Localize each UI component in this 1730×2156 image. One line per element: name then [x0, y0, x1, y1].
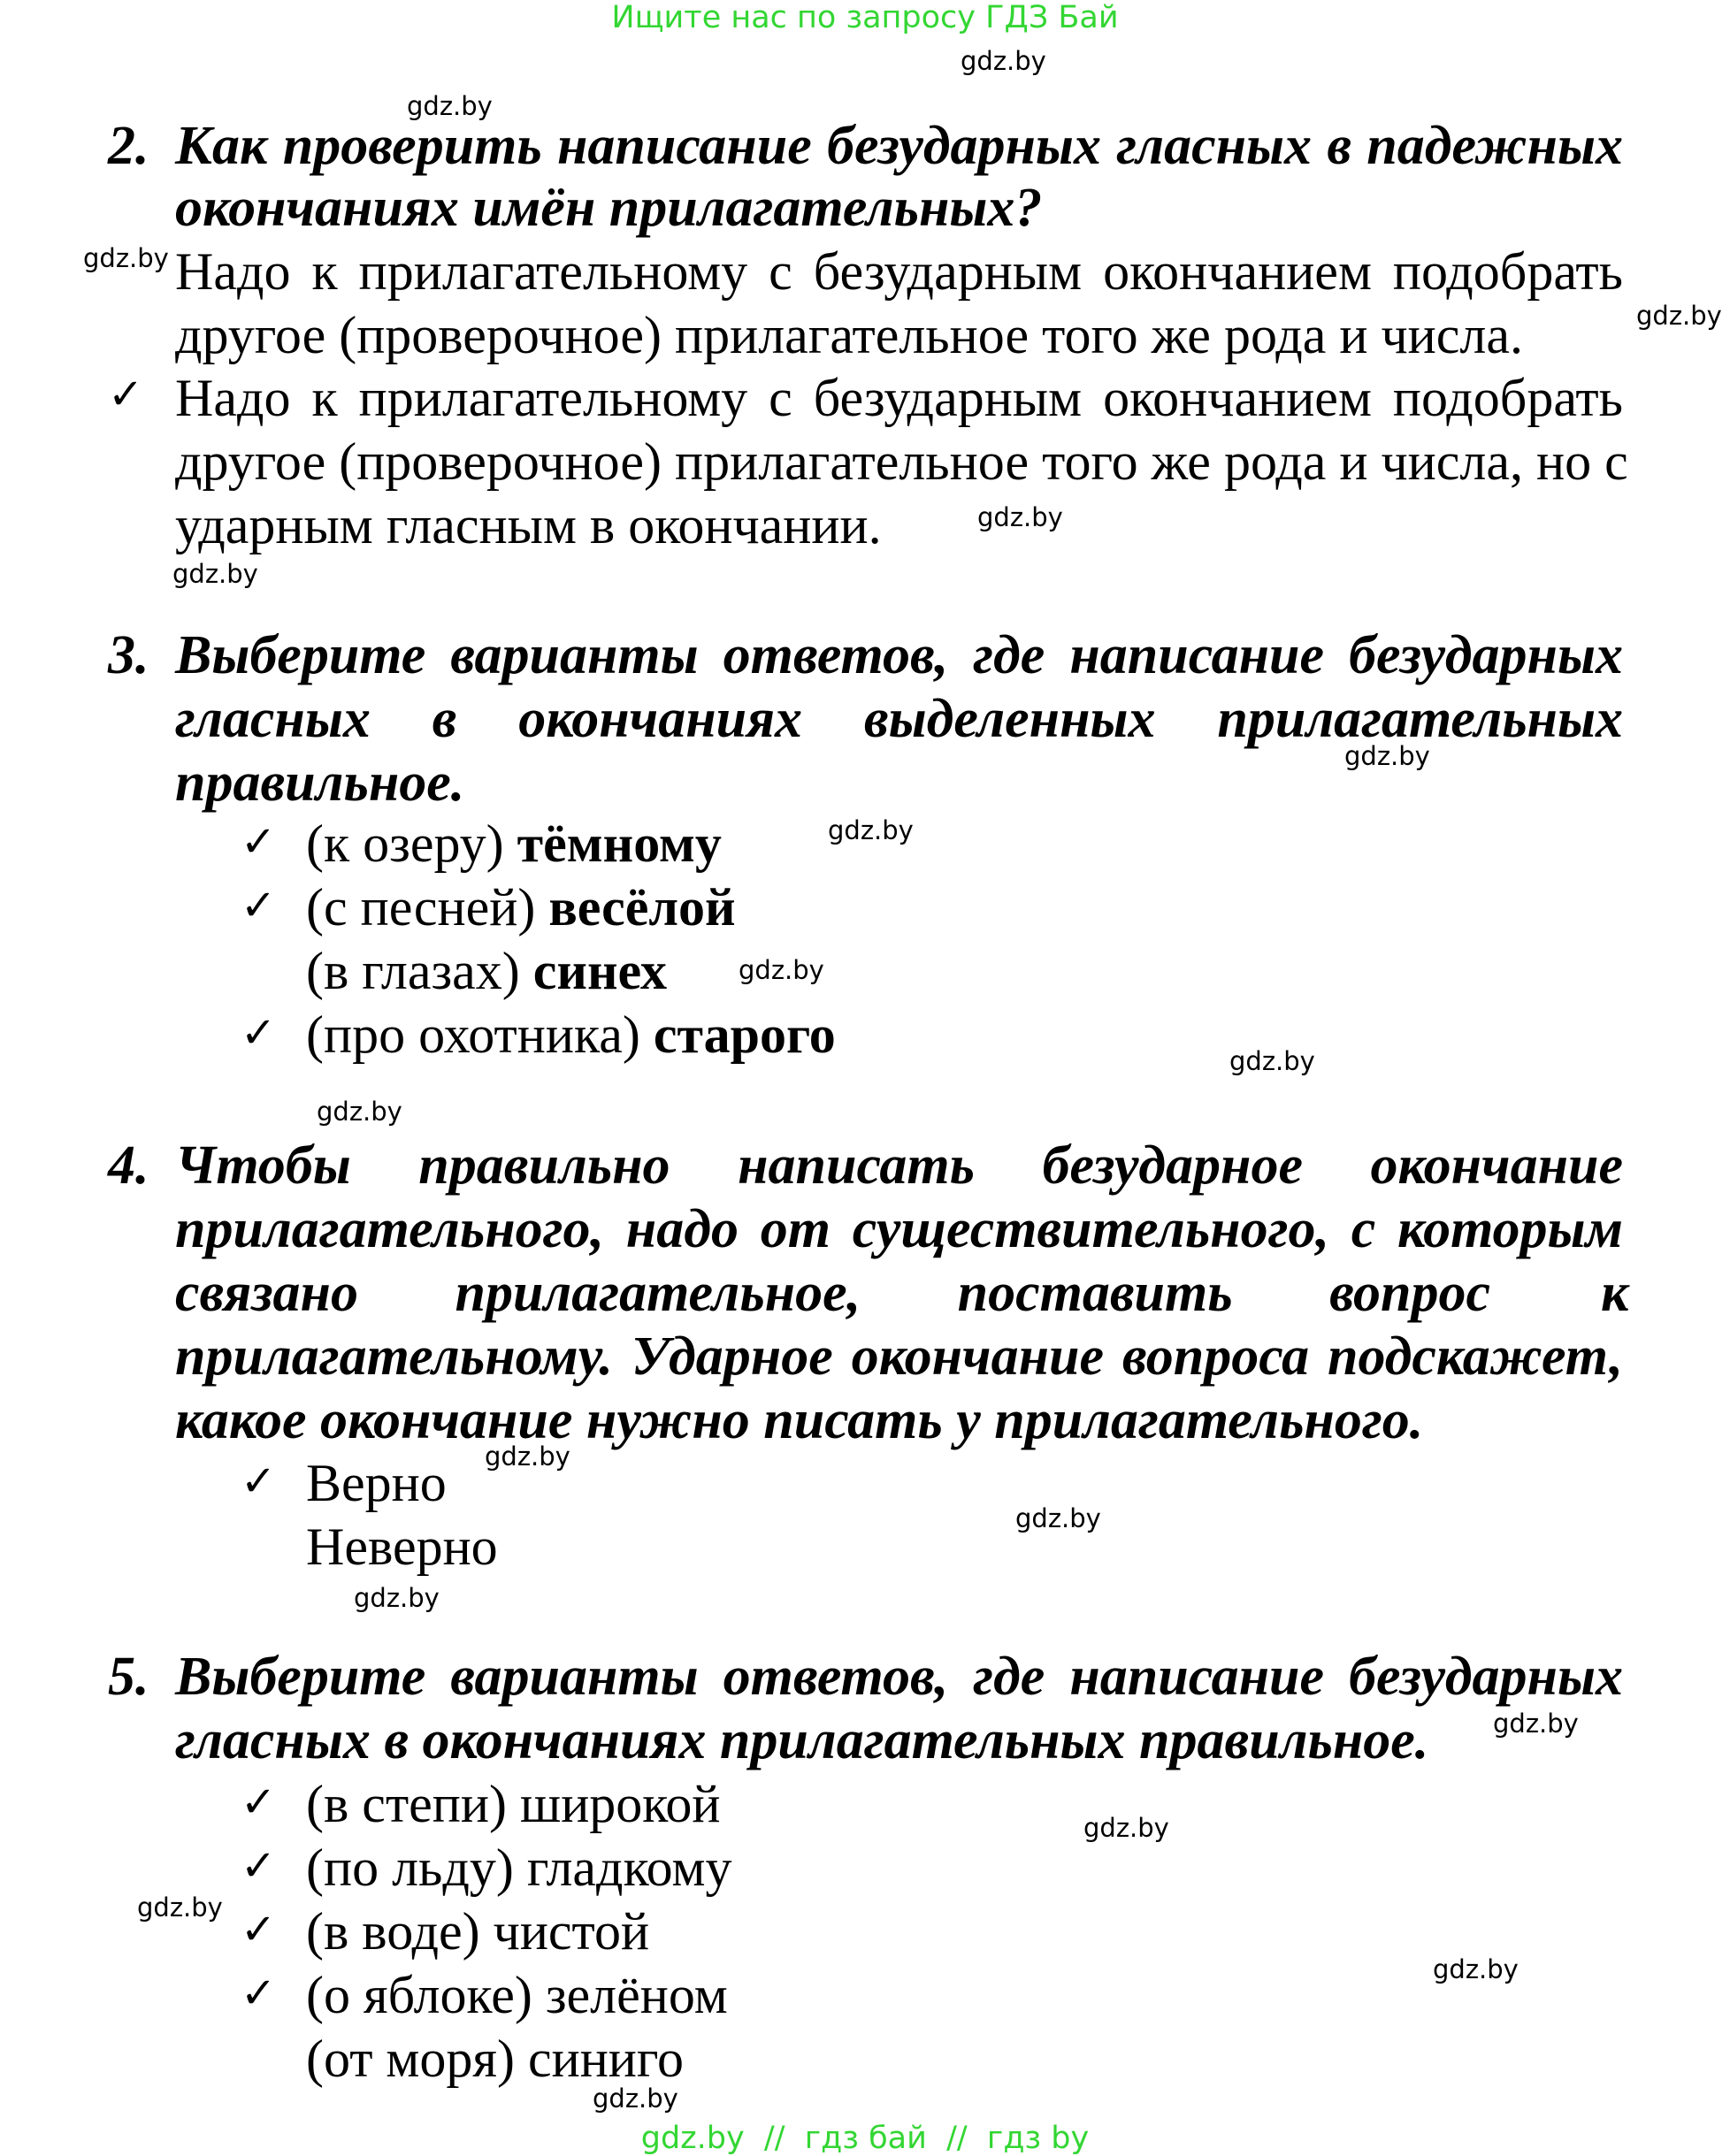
- question-number: 2.: [108, 116, 149, 176]
- check-icon: ✓: [108, 370, 144, 419]
- option-word: тёмному: [517, 814, 722, 873]
- watermark: gdz.by: [1015, 1503, 1101, 1533]
- option-context: (к озеру): [306, 814, 504, 873]
- footer-links[interactable]: gdz.by // гдз бай // гдз by: [640, 2121, 1090, 2156]
- option-word: весёлой: [548, 878, 736, 937]
- option-context: (про охотника): [306, 1005, 640, 1064]
- question-text-line: прилагательному. Ударное окончание вопроса подскажет,: [175, 1326, 1623, 1387]
- answer-option-text: (в степи) широкой: [306, 1775, 721, 1833]
- watermark: gdz.by: [1493, 1709, 1579, 1739]
- answer-option: [306, 814, 722, 875]
- question-text-line: прилагательного, надо от существительного, с которым: [175, 1199, 1623, 1259]
- answer-option: [306, 1005, 836, 1066]
- search-hint: Ищите нас по запросу ГДЗ Бай: [611, 0, 1119, 35]
- answer-option: [306, 941, 667, 1002]
- check-icon: ✓: [241, 881, 277, 930]
- question-text-line: гласных в окончаниях прилагательных правильное.: [175, 1710, 1429, 1770]
- question-text-line: Выберите варианты ответов, где написание безударных: [175, 1647, 1623, 1707]
- watermark: gdz.by: [1083, 1813, 1169, 1843]
- question-number: 3.: [108, 625, 149, 685]
- check-icon: ✓: [241, 1969, 277, 2018]
- question-text-line: какое окончание нужно писать у прилагательного.: [175, 1390, 1424, 1450]
- watermark: gdz.by: [961, 46, 1046, 76]
- question-text-line: гласных в окончаниях выделенных прилагательных: [175, 689, 1623, 749]
- watermark: gdz.by: [1433, 1954, 1519, 1984]
- check-icon: ✓: [241, 1008, 277, 1058]
- answer-option-text: ударным гласным в окончании.: [175, 496, 882, 554]
- watermark: gdz.by: [593, 2083, 678, 2114]
- answer-option-text: Надо к прилагательному с безударным окончанием подобрать: [175, 242, 1623, 301]
- watermark: gdz.by: [354, 1583, 440, 1613]
- answer-option-text: (о яблоке) зелёном: [306, 1966, 728, 2024]
- answer-option-text: Верно: [306, 1454, 447, 1512]
- question-number: 4.: [108, 1135, 149, 1196]
- watermark: gdz.by: [1344, 741, 1430, 771]
- check-icon: ✓: [241, 1905, 277, 1954]
- check-icon: ✓: [241, 1841, 277, 1891]
- answer-option-text: другое (проверочное) прилагательное того же рода и числа.: [175, 306, 1523, 364]
- answer-option-text: (в воде) чистой: [306, 1902, 650, 1961]
- watermark: gdz.by: [407, 91, 493, 121]
- check-icon: ✓: [241, 1778, 277, 1827]
- watermark: gdz.by: [1636, 301, 1722, 331]
- option-word: старого: [653, 1005, 836, 1064]
- question-text-line: Как проверить написание безударных гласных в падежных: [175, 116, 1623, 176]
- watermark: gdz.by: [485, 1441, 570, 1472]
- question-number: 5.: [108, 1647, 149, 1707]
- watermark: gdz.by: [172, 559, 258, 589]
- watermark: gdz.by: [977, 502, 1063, 532]
- question-text-fragment: к: [1601, 1263, 1629, 1323]
- answer-option: [306, 877, 736, 938]
- watermark: gdz.by: [137, 1892, 223, 1923]
- option-context: (в глазах): [306, 942, 520, 1000]
- question-text-line: Чтобы правильно написать безударное окончание: [175, 1135, 1623, 1196]
- answer-option-text: Неверно: [306, 1518, 498, 1576]
- check-icon: ✓: [241, 817, 277, 867]
- watermark: gdz.by: [739, 955, 824, 985]
- question-text-line: окончаниях имён прилагательных?: [175, 178, 1043, 238]
- question-text-line: правильное.: [175, 753, 465, 813]
- question-text-line: связано прилагательное, поставить вопрос: [175, 1263, 1490, 1323]
- watermark: gdz.by: [1229, 1046, 1315, 1076]
- answer-option-text: (по льду) гладкому: [306, 1839, 732, 1897]
- answer-option-text: Надо к прилагательному с безударным окончанием подобрать: [175, 369, 1623, 427]
- check-icon: ✓: [241, 1456, 277, 1506]
- answer-option-text: другое (проверочное) прилагательное того же рода и числа, но с: [175, 432, 1628, 491]
- watermark: gdz.by: [83, 243, 169, 273]
- option-context: (с песней): [306, 878, 536, 937]
- question-text-line: Выберите варианты ответов, где написание безударных: [175, 625, 1623, 685]
- answer-option-text: (от моря) синиго: [306, 2030, 685, 2088]
- watermark: gdz.by: [828, 815, 914, 845]
- watermark: gdz.by: [317, 1097, 402, 1127]
- option-word: синех: [532, 942, 667, 1000]
